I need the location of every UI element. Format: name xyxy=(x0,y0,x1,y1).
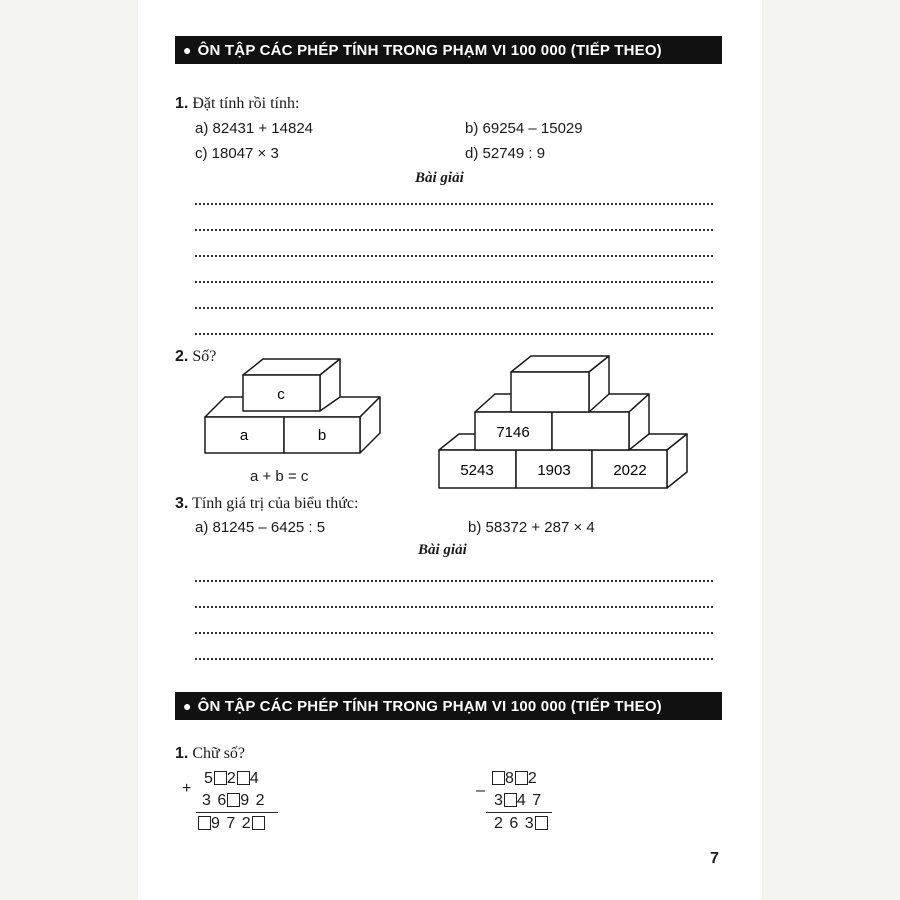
pyramid-rule: a + b = c xyxy=(250,468,309,485)
digit-box[interactable] xyxy=(252,816,265,830)
digit-box[interactable] xyxy=(227,793,240,807)
q2-title: Số? xyxy=(192,348,217,365)
subtraction-row-2 xyxy=(494,792,542,810)
pyramid-label-c: c xyxy=(277,386,285,403)
section-banner-2 xyxy=(175,692,722,720)
addition-result xyxy=(198,815,265,833)
addition-row-2 xyxy=(202,792,266,810)
pyramid-label-7146: 7146 xyxy=(496,424,530,441)
q1-solution-label: Bài giải xyxy=(415,170,464,186)
page-number: 7 xyxy=(710,850,719,867)
digit: 6 xyxy=(217,792,228,809)
q3-solution-label: Bài giải xyxy=(418,542,467,558)
answer-line[interactable] xyxy=(195,580,713,582)
subtraction-line xyxy=(486,812,552,813)
q1-number: 1. xyxy=(175,95,189,112)
q3-item-a: a) 81245 – 6425 : 5 xyxy=(195,519,326,536)
answer-line[interactable] xyxy=(195,606,713,608)
digit-box[interactable] xyxy=(198,816,211,830)
q1-title: Đặt tính rồi tính: xyxy=(192,95,300,112)
digit: 5 xyxy=(204,770,214,787)
q2-number: 2. xyxy=(175,348,189,365)
digit: 4 xyxy=(249,770,260,787)
q3-heading xyxy=(175,495,358,513)
digit: 8 xyxy=(505,770,515,787)
q1-heading xyxy=(175,95,299,113)
digit-box[interactable] xyxy=(214,771,227,785)
answer-line[interactable] xyxy=(195,203,713,205)
left-pyramid xyxy=(195,355,395,465)
answer-line[interactable] xyxy=(195,632,713,634)
q3-item-b: b) 58372 + 287 × 4 xyxy=(468,519,595,536)
subtraction-column xyxy=(470,770,570,835)
pyramid-label-1903: 1903 xyxy=(537,462,571,479)
digit: 2 xyxy=(494,815,504,832)
s2-q1-title: Chữ số? xyxy=(192,745,246,762)
digit: 6 xyxy=(509,815,520,832)
digit: 7 xyxy=(226,815,237,832)
right-pyramid xyxy=(435,352,695,492)
digit: 7 xyxy=(532,792,543,809)
addition-row-1 xyxy=(204,770,260,788)
answer-line[interactable] xyxy=(195,229,713,231)
pyramid-label-a: a xyxy=(239,427,249,444)
pyramid-box-top[interactable] xyxy=(511,372,589,412)
q1-item-d: d) 52749 : 9 xyxy=(465,145,546,162)
digit-box[interactable] xyxy=(237,771,250,785)
q1-item-a: a) 82431 + 14824 xyxy=(195,120,314,137)
minus-sign: – xyxy=(476,782,485,799)
pyramid-box-empty[interactable] xyxy=(552,412,629,450)
q3-title: Tính giá trị của biểu thức: xyxy=(192,495,359,512)
bullet-icon: ● xyxy=(183,42,192,58)
q1-item-c: c) 18047 × 3 xyxy=(195,145,279,162)
section-banner-2-text: ÔN TẬP CÁC PHÉP TÍNH TRONG PHẠM VI 100 000 (TIẾP THEO) xyxy=(197,697,662,715)
digit-box[interactable] xyxy=(492,771,505,785)
digit: 2 xyxy=(255,792,266,809)
digit: 3 xyxy=(494,792,504,809)
digit-box[interactable] xyxy=(535,816,548,830)
pyramid-label-2022: 2022 xyxy=(613,462,647,479)
answer-line[interactable] xyxy=(195,255,713,257)
addition-line xyxy=(196,812,278,813)
answer-line[interactable] xyxy=(195,658,713,660)
digit-box[interactable] xyxy=(515,771,528,785)
bullet-icon: ● xyxy=(183,698,192,714)
answer-line[interactable] xyxy=(195,333,713,335)
digit: 4 xyxy=(516,792,527,809)
digit: 9 xyxy=(240,792,251,809)
digit: 9 xyxy=(211,815,221,832)
plus-sign: + xyxy=(182,780,192,797)
digit: 2 xyxy=(527,770,538,787)
q1-item-b: b) 69254 – 15029 xyxy=(465,120,583,137)
section-banner-1 xyxy=(175,36,722,64)
digit: 3 xyxy=(202,792,212,809)
subtraction-result xyxy=(494,815,548,833)
s2-q1-heading xyxy=(175,745,245,763)
q3-number: 3. xyxy=(175,495,189,512)
pyramid-label-b: b xyxy=(317,427,327,444)
digit: 2 xyxy=(226,770,237,787)
digit: 3 xyxy=(524,815,535,832)
s2-q1-number: 1. xyxy=(175,745,189,762)
section-banner-1-text: ÔN TẬP CÁC PHÉP TÍNH TRONG PHẠM VI 100 000 (TIẾP THEO) xyxy=(197,41,662,59)
answer-line[interactable] xyxy=(195,281,713,283)
addition-column xyxy=(180,770,290,835)
answer-line[interactable] xyxy=(195,307,713,309)
digit: 2 xyxy=(241,815,252,832)
digit-box[interactable] xyxy=(504,793,517,807)
pyramid-label-5243: 5243 xyxy=(460,462,494,479)
subtraction-row-1 xyxy=(492,770,538,788)
